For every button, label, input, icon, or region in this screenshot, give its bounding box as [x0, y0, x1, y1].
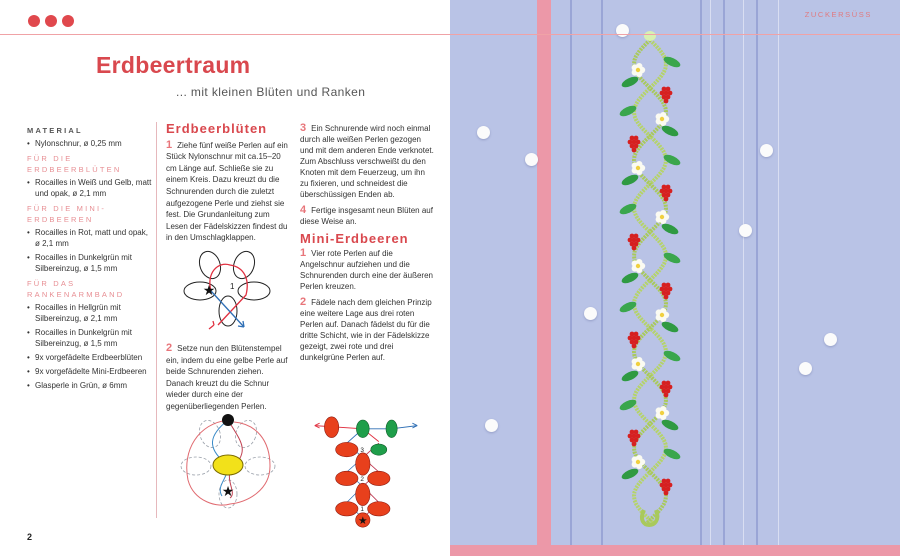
step-number: 4	[300, 204, 307, 216]
bead-flower	[656, 308, 670, 322]
material-item: • 9x vorgefädelte Mini-Erdbeeren	[27, 366, 152, 377]
column-divider	[156, 122, 157, 518]
materials-group-list	[27, 227, 152, 274]
instruction-step	[300, 123, 434, 200]
bead-leaf	[620, 271, 640, 286]
bead-red	[368, 471, 390, 485]
arrow-red	[209, 321, 214, 329]
bead-flower	[632, 63, 646, 77]
bead-red	[336, 442, 358, 456]
bead-strawberry	[660, 381, 673, 398]
bead-green	[386, 420, 397, 438]
instruction-step	[300, 248, 434, 292]
decorative-dots	[28, 15, 74, 27]
material-item: • Nylonschnur, ø 0,25 mm	[27, 138, 152, 149]
bead-leaf	[620, 467, 640, 482]
beaded-bracelet	[450, 0, 900, 556]
material-item: • Rocailles in Dunkelgrün mit Silbereinzug, ø 1,5 mm	[27, 327, 152, 349]
glass-bead	[644, 31, 656, 41]
step-text: Ziehe fünf weiße Perlen auf ein Stück Nylonschnur mit ca.15–20 cm Länge auf. Schließe sie zu einem Kreis. Dazu kreuzt du die Schnurenden durch die zuletzt aufgezogene Perle und ziehst sie fest. Die Grundanleitung zum Lesen der Fädelskizzen findest du in den Umschlagklappen.	[166, 140, 288, 243]
bead-leaf	[620, 369, 640, 384]
bead-flower	[632, 357, 646, 371]
materials-group-list	[27, 177, 152, 199]
photo-bracelet	[450, 0, 900, 556]
materials-column	[27, 125, 152, 394]
materials-group-heading: FÜR DIE ERDBEERBLÜTEN	[27, 154, 122, 174]
bead-red	[336, 502, 358, 516]
material-item: • Rocailles in Dunkelgrün mit Silbereinzug, ø 1,5 mm	[27, 252, 152, 274]
diagram-label: 1	[230, 282, 235, 291]
step-text: Vier rote Perlen auf die Angelschnur aufziehen und die Schnurenden durch eine der äußeren Perlen kreuzen.	[300, 249, 433, 291]
dot-icon	[62, 15, 74, 27]
instructions-column-right	[300, 123, 434, 368]
section-heading-erdbeerblueten: Erdbeerblüten	[166, 121, 268, 136]
material-item: • Glasperle in Grün, ø 6mm	[27, 380, 152, 391]
bead-white	[238, 282, 270, 300]
diagram-label: 2	[360, 475, 364, 483]
step-text: Setze nun den Blütenstempel ein, indem du eine gelbe Perle auf beide Schnurenden ziehen. Danach kreuzt du die Schnur wieder durch eine der gegenüberliegenden Perlen.	[166, 344, 288, 411]
diagram-label: 3	[360, 447, 364, 454]
material-item: • Rocailles in Rot, matt und opak, ø 2,1 mm	[27, 227, 152, 249]
erdbeerblueten-column	[166, 123, 291, 250]
instruction-step	[166, 343, 291, 413]
bead-red	[368, 502, 390, 516]
bead-yellow	[213, 455, 243, 475]
flower-diagram-step1	[178, 243, 274, 333]
bead-strawberry	[660, 283, 673, 300]
bead-red	[356, 453, 370, 475]
start-marker-icon	[222, 414, 234, 426]
flower-diagram-step2	[178, 410, 278, 510]
bead-strawberry	[660, 479, 673, 496]
bead-green	[356, 420, 369, 438]
diagram-label: 1	[360, 506, 364, 514]
materials-group-heading: FÜR DIE MINI-ERDBEEREN	[27, 204, 107, 224]
bead-green	[371, 444, 387, 455]
materials-heading: MATERIAL	[27, 126, 83, 135]
bead-strawberry	[628, 430, 641, 447]
materials-general-list	[27, 138, 152, 149]
dot-icon	[45, 15, 57, 27]
page-number: 2	[27, 532, 33, 542]
bead-flower	[656, 406, 670, 420]
bead-flower	[632, 455, 646, 469]
step-text: Fädele nach dem gleichen Prinzip eine weitere Lage aus drei roten Perlen auf. Danach fädelst du für die dritte Schicht, wie in der Fädelskizze gezeigt, zwei rote und drei dunkelgrüne Perlen auf.	[300, 298, 432, 362]
material-item: • Rocailles in Hellgrün mit Silbereinzug, ø 2,1 mm	[27, 302, 152, 324]
material-item: • Rocailles in Weiß und Gelb, matt und opak, ø 2,1 mm	[27, 177, 152, 199]
bead-leaf	[618, 398, 638, 413]
strawberry-diagram	[302, 416, 430, 528]
erdbeerblueten-step2	[166, 343, 291, 419]
header-rule	[0, 34, 900, 35]
step-number: 3	[300, 122, 307, 134]
step-number: 1	[166, 138, 173, 151]
step-number: 1	[300, 247, 307, 259]
instruction-step	[166, 140, 291, 244]
material-item: • 9x vorgefädelte Erdbeerblüten	[27, 352, 152, 363]
materials-group-heading: FÜR DAS RANKENARMBAND	[27, 279, 125, 299]
bead-red	[336, 471, 358, 485]
step-text: Ein Schnurende wird noch einmal durch alle weißen Perlen gezogen und mit dem anderen Ende verknotet. Zum Abschluss verschweißt du den Knoten mit dem Feuerzeug, um ihn zu fixieren, und schneidest die überschüssigen Enden ab.	[300, 124, 434, 199]
bead-flower	[632, 161, 646, 175]
vine-strand	[634, 40, 666, 524]
page-title: Erdbeertraum	[96, 52, 251, 78]
bead-red	[324, 417, 338, 438]
star-start-icon: ★	[358, 516, 368, 527]
thread-red	[210, 264, 247, 325]
star-start-icon: ★	[202, 282, 216, 298]
dot-icon	[28, 15, 40, 27]
section-heading-mini-erdbeeren: Mini-Erdbeeren	[300, 231, 409, 246]
bead-red	[356, 483, 370, 505]
step-number: 2	[300, 296, 307, 308]
bead-leaf	[620, 173, 640, 188]
instruction-step	[300, 297, 434, 363]
chapter-runner: ZUCKERSÜSS	[804, 10, 872, 19]
bead-strawberry	[628, 332, 641, 349]
step-number: 2	[166, 342, 173, 354]
bead-white	[230, 248, 258, 281]
star-start-icon: ★	[221, 483, 235, 499]
page-subtitle: ... mit kleinen Blüten und Ranken	[176, 85, 366, 99]
materials-group-list	[27, 302, 152, 391]
instruction-step	[300, 205, 434, 227]
bead-flower	[632, 259, 646, 273]
step-text: Fertige insgesamt neun Blüten auf diese Weise an.	[300, 206, 433, 226]
